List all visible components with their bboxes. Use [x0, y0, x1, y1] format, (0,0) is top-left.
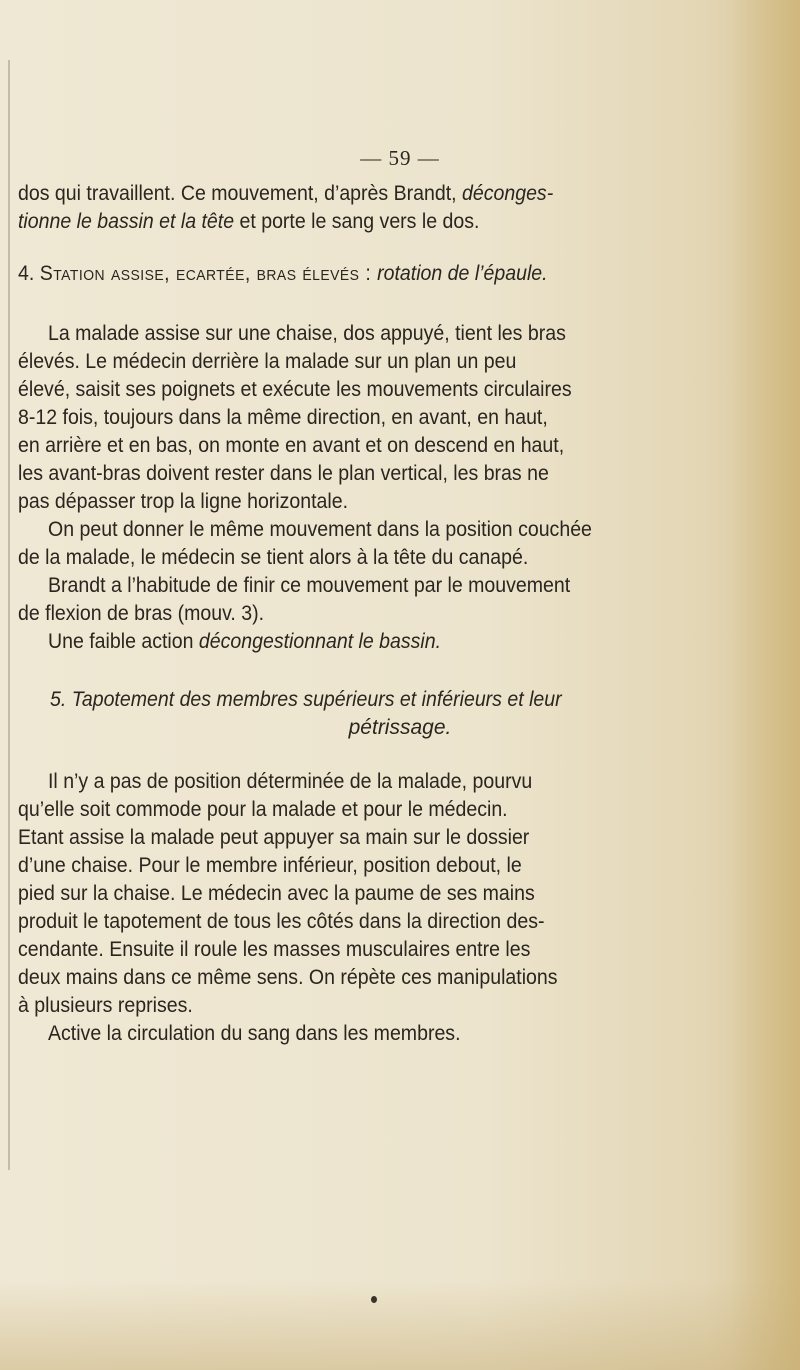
paragraph-3-line-1: On peut donner le même mouvement dans la position couchée: [48, 518, 592, 541]
paragraph-2-line-7: pas dépasser trop la ligne horizontale.: [18, 490, 349, 513]
paragraph-2-line-3: élevé, saisit ses poignets et exécute les mouvements circulaires: [18, 378, 572, 401]
section-5-heading-line-1: 5. Tapotement des membres supérieurs et inférieurs et leur: [50, 688, 562, 711]
paragraph-4-line-2: de flexion de bras (mouv. 3).: [18, 602, 265, 625]
paragraph-7-line-1: Active la circulation du sang dans les membres.: [48, 1022, 461, 1045]
ink-speck: [371, 1296, 377, 1303]
paragraph-5-italic: décongestionnant le bassin.: [198, 630, 442, 653]
paragraph-2-line-5: en arrière et en bas, on monte en avant et on descend en haut,: [18, 434, 565, 457]
paragraph-2-line-4: 8-12 fois, toujours dans la même direction, en avant, en haut,: [18, 406, 548, 429]
paragraph-6-line-7: cendante. Ensuite il roule les masses musculaires entre les: [18, 938, 531, 961]
paragraph-6-line-6: produit le tapotement de tous les côtés dans la direction des-: [18, 910, 545, 933]
page-number: — 59 —: [360, 146, 440, 170]
paragraph-5-text: Une faible action: [48, 630, 199, 653]
paragraph-3-line-2: de la malade, le médecin se tient alors à la tête du canapé.: [18, 546, 529, 569]
section-5-heading-line-2: pétrissage.: [348, 716, 452, 739]
paragraph-6-line-3: Etant assise la malade peut appuyer sa main sur le dossier: [18, 826, 530, 849]
paragraph-1-line-1: [18, 182, 553, 206]
paragraph-1-line-2: [18, 210, 479, 234]
page-bottom-shading: [0, 1280, 800, 1370]
paragraph-4-line-1: Brandt a l’habitude de finir ce mouvement par le mouvement: [48, 574, 571, 597]
binding-margin-line: [8, 60, 10, 1170]
section-4-number: 4.: [18, 262, 40, 285]
paragraph-2-line-1: La malade assise sur une chaise, dos appuyé, tient les bras: [48, 322, 566, 345]
paragraph-6-line-1: Il n’y a pas de position déterminée de la malade, pourvu: [48, 770, 533, 793]
section-4-title: Station assise, ecartée, bras élevés :: [39, 262, 378, 285]
section-4-heading: [18, 262, 548, 286]
section-4-subtitle: rotation de l’épaule.: [377, 262, 548, 285]
paragraph-1-line-1-text: dos qui travaillent. Ce mouvement, d’après Brandt,: [18, 182, 463, 205]
paragraph-6-line-2: qu’elle soit commode pour la malade et pour le médecin.: [18, 798, 508, 821]
paragraph-5-line-1: [48, 630, 441, 654]
paragraph-6-line-9: à plusieurs reprises.: [18, 994, 193, 1017]
paragraph-6-line-8: deux mains dans ce même sens. On répète ces manipulations: [18, 966, 558, 989]
paragraph-1-line-2-italic: tionne le bassin et la tête: [18, 210, 235, 233]
paragraph-6-line-5: pied sur la chaise. Le médecin avec la paume de ses mains: [18, 882, 535, 905]
paragraph-2-line-6: les avant-bras doivent rester dans le plan vertical, les bras ne: [18, 462, 549, 485]
paragraph-1-line-2-text: et porte le sang vers le dos.: [234, 210, 480, 233]
paragraph-2-line-2: élevés. Le médecin derrière la malade sur un plan un peu: [18, 350, 517, 373]
paragraph-6-line-4: d’une chaise. Pour le membre inférieur, position debout, le: [18, 854, 522, 877]
page-edge-shading: [730, 0, 800, 1370]
paragraph-1-line-1-italic: déconges-: [462, 182, 554, 205]
